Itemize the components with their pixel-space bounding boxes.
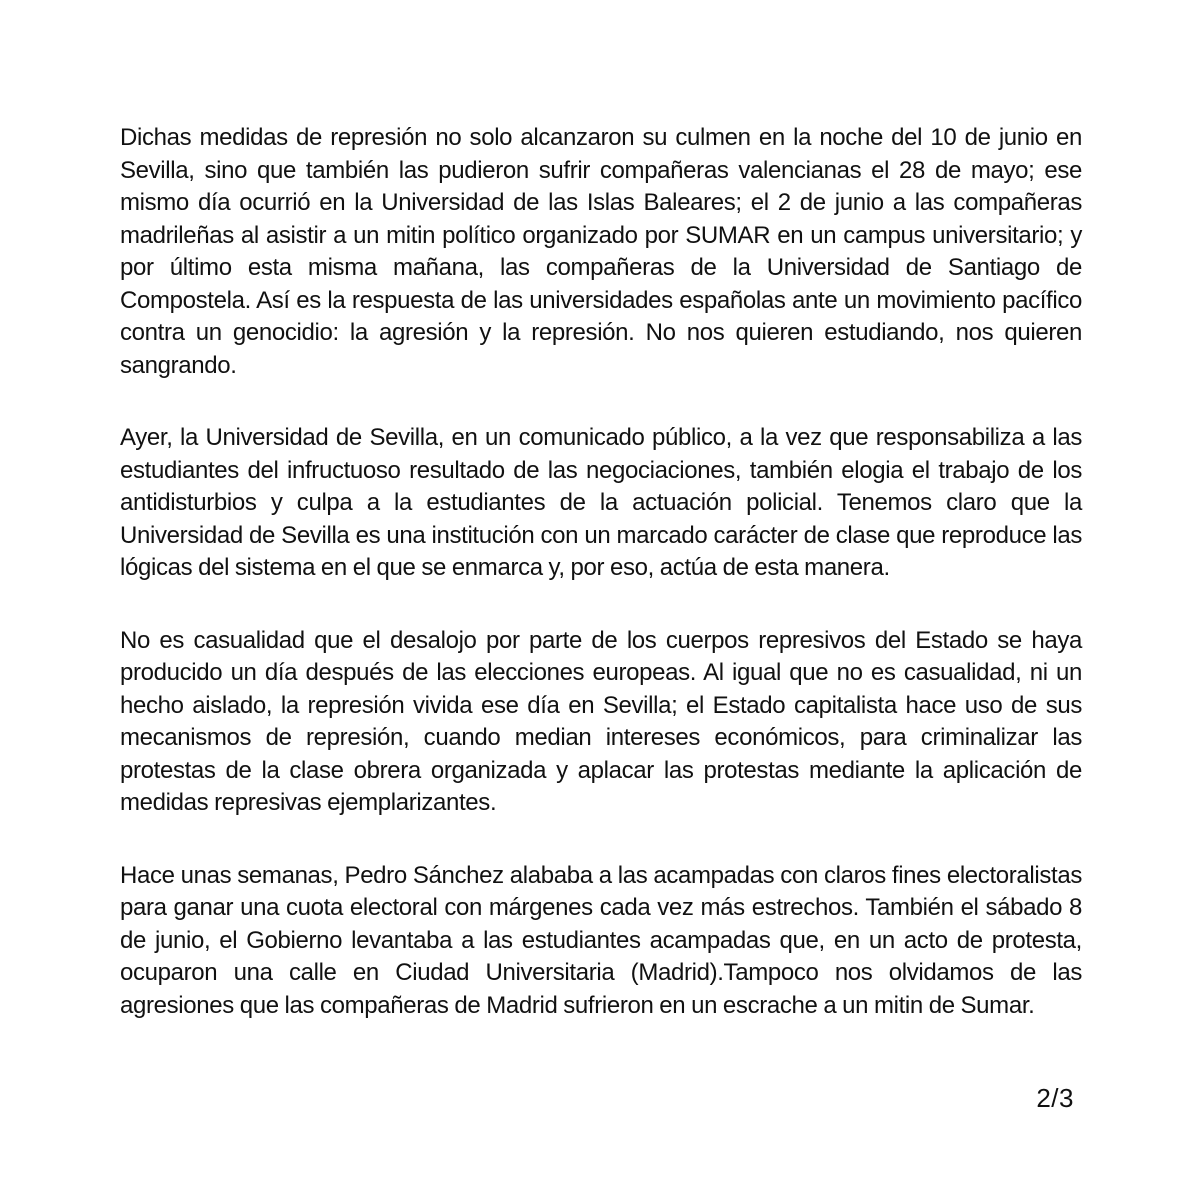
document-body [120,122,1082,1062]
paragraph-university-statement: Ayer, la Universidad de Sevilla, en un comunicado público, a la vez que responsabiliza a las estudiantes del infructuoso resultado de las negociaciones, también elogia el trabajo de los antidisturbios y culpa a la estudiantes de la actuación policial. Tenemos claro que la Universidad de Sevilla es una institución con un marcado carácter de clase que reproduce las lógicas del sistema en el que se enmarca y, por eso, actúa de esta manera. [120,424,1082,581]
paragraph-repression-measures: Dichas medidas de represión no solo alcanzaron su culmen en la noche del 10 de junio en Sevilla, sino que también las pudieron sufrir compañeras valencianas el 28 de mayo; ese mismo día ocurrió en la Universidad de las Islas Baleares; el 2 de junio a las compañeras madrileñas al asistir a un mitin político organizado por SUMAR en un campus universitario; y por último esta misma mañana, las compañeras de la Universidad de Santiago de Compostela. Así es la respuesta de las universidades españolas ante un movimiento pacífico contra un genocidio: la agresión y la represión. No nos quieren estudiando, nos quieren sangrando. [120,124,1082,379]
page-number: 2/3 [1036,1083,1074,1113]
paragraph-pedro-sanchez: Hace unas semanas, Pedro Sánchez alababa a las acampadas con claros fines electoralistas para ganar una cuota electoral con márgenes cada vez más estrechos. También el sábado 8 de junio, el Gobierno levantaba a las estudiantes acampadas que, en un acto de protesta, ocuparon una calle en Ciudad Universitaria (Madrid).Tampoco nos olvidamos de las agresiones que las compañeras de Madrid sufrieron en un escrache a un mitin de Sumar. [120,861,1082,1019]
paragraph-eviction-elections: No es casualidad que el desalojo por parte de los cuerpos represivos del Estado se haya producido un día después de las elecciones europeas. Al igual que no es casualidad, ni un hecho aislado, la represión vivida ese día en Sevilla; el Estado capitalista hace uso de sus mecanismos de represión, cuando median intereses económicos, para criminalizar las protestas de la clase obrera organizada y aplacar las protestas mediante la aplicación de medidas represivas ejemplarizantes. [120,626,1082,816]
